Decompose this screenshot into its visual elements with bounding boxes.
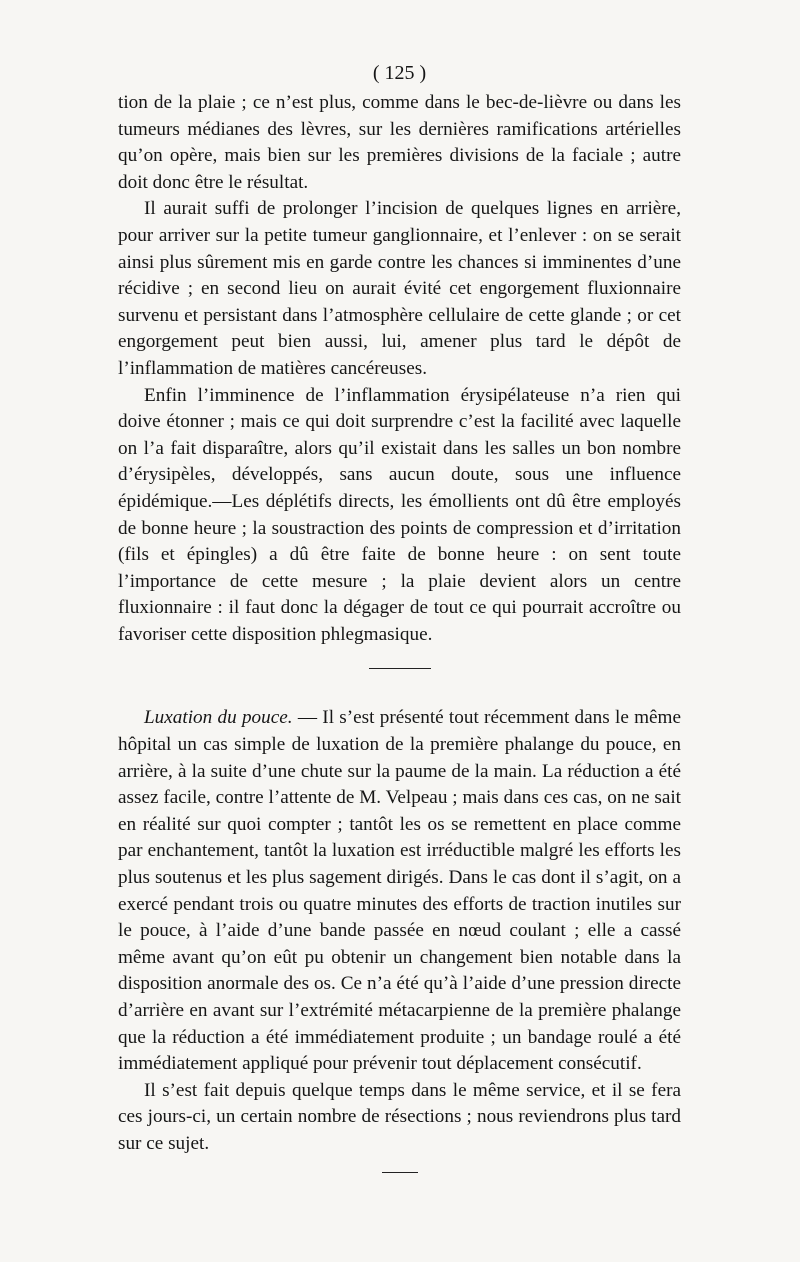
paragraph-continuation: tion de la plaie ; ce n’est plus, comme dans le bec-de-lièvre ou dans les tumeurs médianes des lèvres, sur les dernières ramifications artérielles qu’on opère, mais bien sur les premières divisions de la faciale ; autre doit donc être le résultat.: [118, 92, 681, 193]
section-divider: [369, 668, 431, 669]
section-title: Luxation du pouce.: [144, 707, 293, 729]
paragraph-incision: Il aurait suffi de prolonger l’incision de quelques lignes en arrière, pour arriver sur la petite tumeur ganglionnaire, et l’enlever : on se serait ainsi plus sûrement mis en garde contre les chances si imminentes d’une récidive ; en second lieu on aurait évité cet engorgement fluxionnaire survenu et persistant dans l’atmosphère cellulaire de cette glande ; or cet engorgement peut bien aussi, lui, amener plus tard le dépôt de l’inflammation de matières cancéreuses.: [118, 198, 681, 379]
paragraph-luxation: [118, 705, 681, 1077]
paragraph-erysipelas: Enfin l’imminence de l’inflammation érysipélateuse n’a rien qui doive étonner ; mais ce qui doit surprendre c’est la facilité avec laquelle on l’a fait disparaître, alors qu’il existait dans les salles un bon nombre d’érysipèles, développés, sans aucun doute, sous une influence épidémique.—Les déplétifs directs, les émollients ont dû être employés de bonne heure ; la soustraction des points de compression et d’irritation (fils et épingles) a dû être faite de bonne heure : on sent toute l’importance de cette mesure ; la plaie devient alors un centre fluxionnaire : il faut donc la dégager de tout ce qui pourrait accroître ou favoriser cette disposition phlegmasique.: [118, 384, 681, 645]
page-number: ( 125 ): [372, 62, 427, 84]
paragraph-luxation-body: — Il s’est présenté tout récemment dans le même hôpital un cas simple de luxation de la première phalange du pouce, en arrière, à la suite d’une chute sur la paume de la main. La réduction a été assez facile, contre l’attente de M. Velpeau ; mais dans ces cas, on ne sait en réalité sur quoi compter ; tantôt les os se remettent en place comme par enchantement, tantôt la luxation est irréductible malgré les efforts les plus soutenus et les plus sagement dirigés. Dans le cas dont il s’agit, on a exercé pendant trois ou quatre minutes des efforts de traction inutiles sur le pouce, à l’aide d’une bande passée en nœud coulant ; elle a cassé même avant qu’on eût pu obtenir un changement bien notable dans la disposition anormale des os. Ce n’a été qu’à l’aide d’une pression directe d’arrière en avant sur l’extrémité métacarpienne de la première phalange que la réduction a été immédiatement produite ; un bandage roulé a été immédiatement appliqué pour prévenir tout déplacement consécutif.: [118, 707, 682, 1075]
end-divider: [382, 1172, 418, 1173]
document-page: [118, 58, 681, 1173]
paragraph-resections: Il s’est fait depuis quelque temps dans le même service, et il se fera ces jours-ci, un certain nombre de résections ; nous reviendrons plus tard sur ce sujet.: [118, 1079, 681, 1154]
